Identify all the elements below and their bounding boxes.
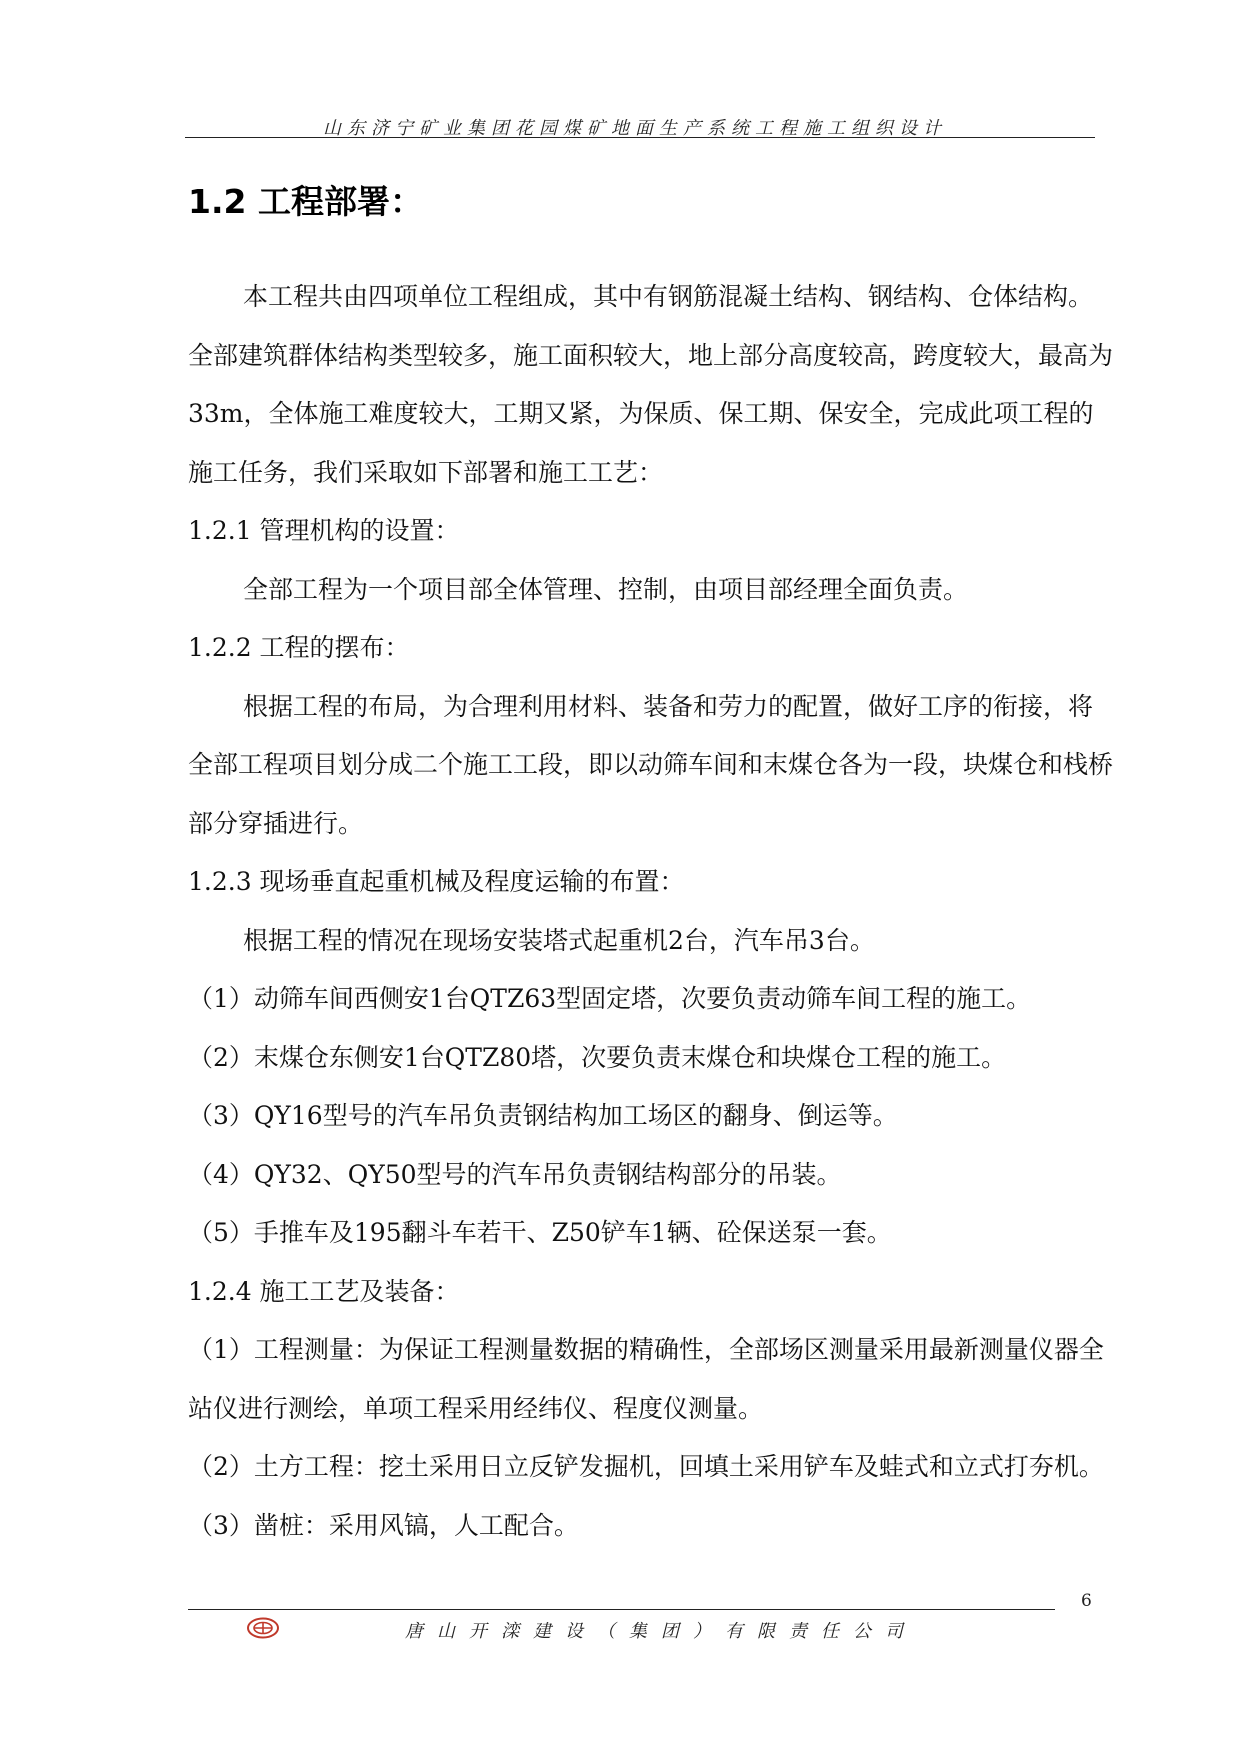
page-number: 6 [1081, 1591, 1092, 1611]
paragraph-layout: 根据工程的布局，为合理利用材料、装备和劳力的配置，做好工序的衔接，将全部工程项目划分成二个施工工段，即以动筛车间和末煤仓各为一段，块煤仓和栈桥部分穿插进行。 [188, 691, 1114, 838]
company-logo-icon [246, 1617, 280, 1639]
subheading-1-2-1: 1.2.1 管理机构的设置： [188, 516, 460, 545]
paragraph-cranes: 根据工程的情况在现场安装塔式起重机2台，汽车吊3台。 [243, 925, 875, 955]
paragraph-intro: 本工程共由四项单位工程组成，其中有钢筋混凝土结构、钢结构、仓体结构。全部建筑群体结构类型较多，施工面积较大，地上部分高度较高，跨度较大，最高为33m，全体施工难度较大，工期又紧，为保质、保工期、保安全，完成此项工程的施工任务，我们采取如下部署和施工工艺： [188, 282, 1114, 487]
section-heading: 1.2 工程部署： [188, 182, 423, 221]
list-item-process-2: （2）土方工程：挖土采用日立反铲发掘机，回填土采用铲车及蛙式和立式打夯机。 [188, 1452, 1104, 1481]
list-item-process-3: （3）凿桩：采用风镐，人工配合。 [188, 1510, 579, 1540]
subheading-1-2-4: 1.2.4 施工工艺及装备： [188, 1276, 460, 1306]
subheading-1-2-2: 1.2.2 工程的摆布： [188, 633, 410, 662]
list-item-crane-2: （2）末煤仓东侧安1台QTZ80塔，次要负责末煤仓和块煤仓工程的施工。 [188, 1042, 1007, 1072]
list-item-process-1: （1）工程测量：为保证工程测量数据的精确性，全部场区测量采用最新测量仪器全站仪进行测绘，单项工程采用经纬仪、程度仪测量。 [188, 1335, 1104, 1423]
list-item-crane-5: （5）手推车及195翻斗车若干、Z50铲车1辆、砼保送泵一套。 [188, 1218, 892, 1247]
header-divider [185, 137, 1095, 138]
list-item-crane-1: （1）动筛车间西侧安1台QTZ63型固定塔，次要负责动筛车间工程的施工。 [188, 984, 1032, 1013]
document-body [188, 268, 1113, 1555]
list-item-crane-3: （3）QY16型号的汽车吊负责钢结构加工场区的翻身、倒运等。 [188, 1101, 898, 1130]
footer-company-name: 唐山开滦建设（集团）有限责任公司 [405, 1621, 917, 1642]
paragraph-management: 全部工程为一个项目部全体管理、控制，由项目部经理全面负责。 [243, 574, 969, 604]
list-item-crane-4: （4）QY32、QY50型号的汽车吊负责钢结构部分的吊装。 [188, 1159, 842, 1189]
header-title: 山东济宁矿业集团花园煤矿地面生产系统工程施工组织设计 [323, 118, 947, 139]
subheading-1-2-3: 1.2.3 现场垂直起重机械及程度运输的布置： [188, 867, 685, 896]
footer-divider [188, 1609, 1055, 1610]
